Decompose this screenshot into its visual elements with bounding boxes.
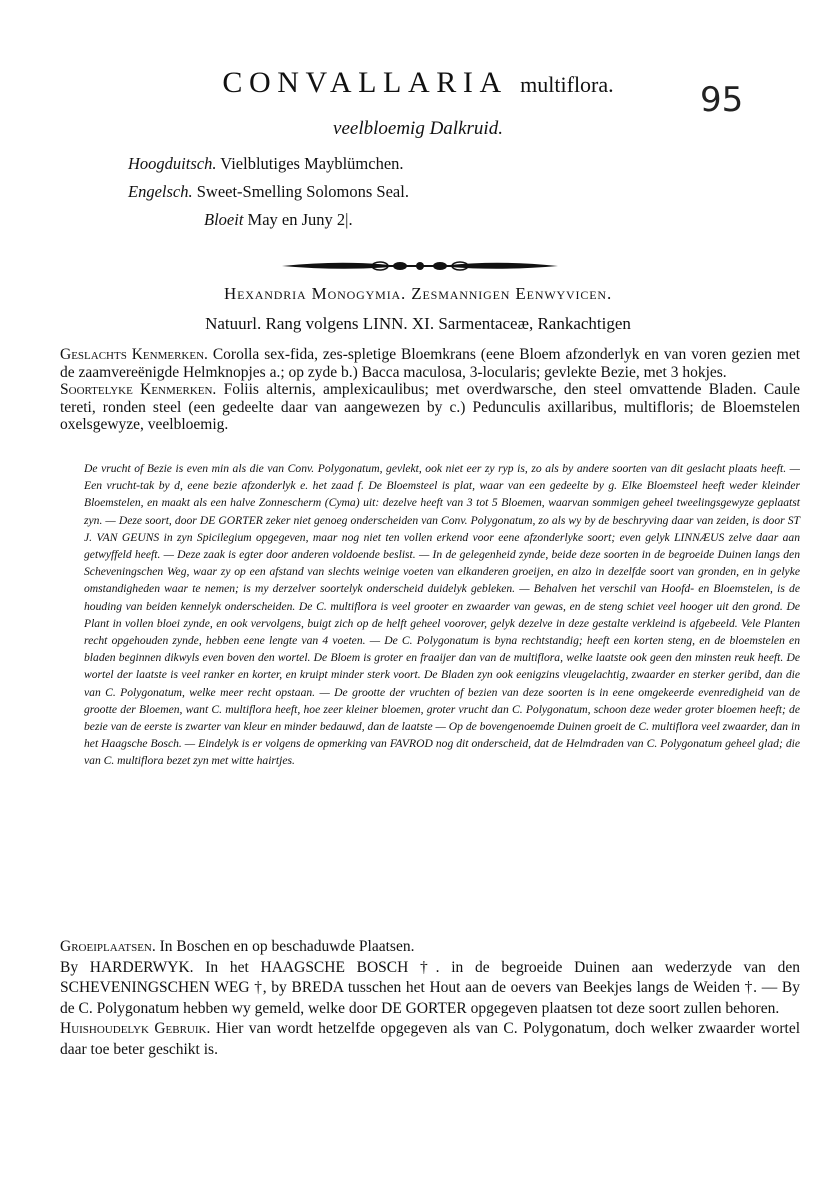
section-text: Foliis alternis, amplexicaulibus; met overdwarsche, den steel omvattende Bladen. Caule tereti, ronden steel (een gedeelte daar van aangewezen by c.) Pedunculis axillaribus, multifloris; de Bloemstelen oxelsgewyze, veelbloemig. [60, 381, 801, 433]
name-label: Engelsch. [128, 182, 193, 201]
section-heading: Soortelyke Kenmerken. [60, 381, 217, 398]
section-text: Hier van wordt hetzelfde opgegeven als van C. Polygonatum, doch welker zwaarder wortel daar toe beter geschikt is. [60, 1020, 801, 1058]
dutch-name: veelbloemig Dalkruid. [333, 118, 503, 139]
section-heading: Huishoudelyk Gebruik. [60, 1020, 211, 1037]
name-line-bloei [204, 206, 409, 234]
handwritten-page-number: 95 [700, 80, 744, 120]
ornament-divider [280, 256, 560, 276]
name-value: May en Juny 2|. [247, 210, 353, 229]
name-value: Sweet-Smelling Solomons Seal. [196, 182, 409, 201]
name-line-german [128, 150, 409, 178]
characters-section [60, 346, 800, 434]
habitat-section [60, 937, 800, 1060]
species-name: multiflora. [520, 72, 614, 97]
section-heading: Groeiplaatsen. [60, 938, 156, 955]
section-heading: Geslachts Kenmerken. [60, 346, 208, 363]
name-label: Hoogduitsch. [128, 154, 217, 173]
groeiplaatsen [60, 937, 800, 958]
section-text: In Boschen en op beschaduwde Plaatsen. [159, 938, 415, 955]
huishoudelyk-gebruik [60, 1019, 800, 1060]
name-line-english [128, 178, 409, 206]
groeiplaatsen-detail: By HARDERWYK. In het HAAGSCHE BOSCH †. in de begroeide Duinen aan wederzyde van den SCHEVENINGSCHEN WEG †, by BREDA tusschen het Hout aan de oevers van Beekjes langs de Weiden †. — By de C. Polygonatum hebben wy gemeld, welke door DE GORTER opgegeven plaatsen tot deze soort zullen behoren. [60, 958, 800, 1017]
section-text: Corolla sex-fida, zes-spletige Bloemkrans (eene Bloem afzonderlyk en van voren gezien met de zaamvereënigde Helmknopjes a.; op zyde b.) Bacca maculosa, 3-locularis; gevlekte Bezie, met 3 hokjes. [60, 346, 800, 381]
rang-line: Natuurl. Rang volgens LINN. XI. Sarmentaceæ, Rankachtigen [205, 314, 631, 333]
soortelyke-kenmerken [60, 381, 800, 434]
description-paragraph: De vrucht of Bezie is even min als die van Conv. Polygonatum, gevlekt, ook niet eer zy ryp is, zo als by andere soorten van dit geslacht plaats heeft. — Een vrucht-tak by d, eene bezie afzonderlyk e. het zaad f. De Bloemsteel is plat, waar van een gedeelte by g. Elke Bloemsteel heeft weder kleinder Bloemstelen, en maakt als een halve Zonnescherm (Cyma) uit: dezelve heeft van 3 tot 5 Bloemen, waarvan sommigen geheel tweelingsgewyze geplaatst zyn. — Deze soort, door DE GORTER zeker niet genoeg onderscheiden van Conv. Polygonatum, zo als wy by de beschryving daar van zeiden, is door ST J. VAN GEUNS in zyn Spicilegium opgegeven, maar nog niet ten vollen erkend voor eene afzonderlyke soort; even gelyk LINNÆUS zelve daar aan getwyffeld heeft. — Deze zaak is egter door anderen voldoende beslist. — In de gelegenheid zynde, beide deze soorten in de begroeide Duinen langs den Scheveningschen Weg, waar zy op een afstand van slechts weinige voeten van elkanderen groeijen, en alzo in dezelfde soort van gronden, en in gelyke omstandigheden waar te nemen; is my derzelver soortelyk onderscheid duidelyk gebleken. — Behalven het verschil van Hoofd- en Bloemstelen, is de houding van beiden kennelyk onderscheiden. De C. multiflora is veel grooter en zwaarder van gewas, en de steng schiet veel hooger uit den grond. De Plant in vollen bloei zynde, en ook vervolgens, buigt zich op de helft geheel voorover, gelyk dezelve in deze gestalte verkleind is afgebeeld. Vele Planten recht opgehouden zynde, hebben eene lengte van 4 voeten. — De C. Polygonatum is byna rechtstandig; heeft een korten steng, en de bloemstelen en bladen beginnen dikwyls even boven den wortel. De Bloem is groter en fraaijer dan van de multiflora, welke laatste ook geen den minsten reuk heeft. De wortel der laatste is veel ranker en korter, en kruipt minder sterk voort. De Bladen zyn ook eenigzins vleugelachtig, zwaarder en sterker geribd, dan die van C. Polygonatum, welke meer recht opstaan. — De grootte der vruchten of bezien van deze soorten is in eene omgekeerde evenredigheid van de grootte der Bloemen, want C. multiflora heeft, hoe zeer kleiner bloemen, groter vrucht dan C. Polygonatum, schoon deze weder groter bloemen heeft; de bezie van de eerste is zwarter van kleur en minder bedauwd, dan de laatste — Op de bovengenoemde Duinen groeit de C. multiflora veel zwaarder, dan in het Haagsche Bosch. — Eindelyk is er volgens de opmerking van FAVROD nog dit onderscheid, dat de Helmdraden van C. Polygonatum geheel glad; die van C. multiflora bezet zyn met witte hairtjes. [84, 462, 800, 768]
geslachts-kenmerken [60, 346, 800, 381]
common-names [128, 150, 409, 234]
class-line: Hexandria Monogymia. Zesmannigen Eenwyvicen. [223, 284, 613, 303]
genus-name: CONVALLARIA [222, 66, 507, 99]
name-label: Bloeit [204, 210, 244, 229]
name-value: Vielblutiges Mayblümchen. [220, 154, 404, 173]
